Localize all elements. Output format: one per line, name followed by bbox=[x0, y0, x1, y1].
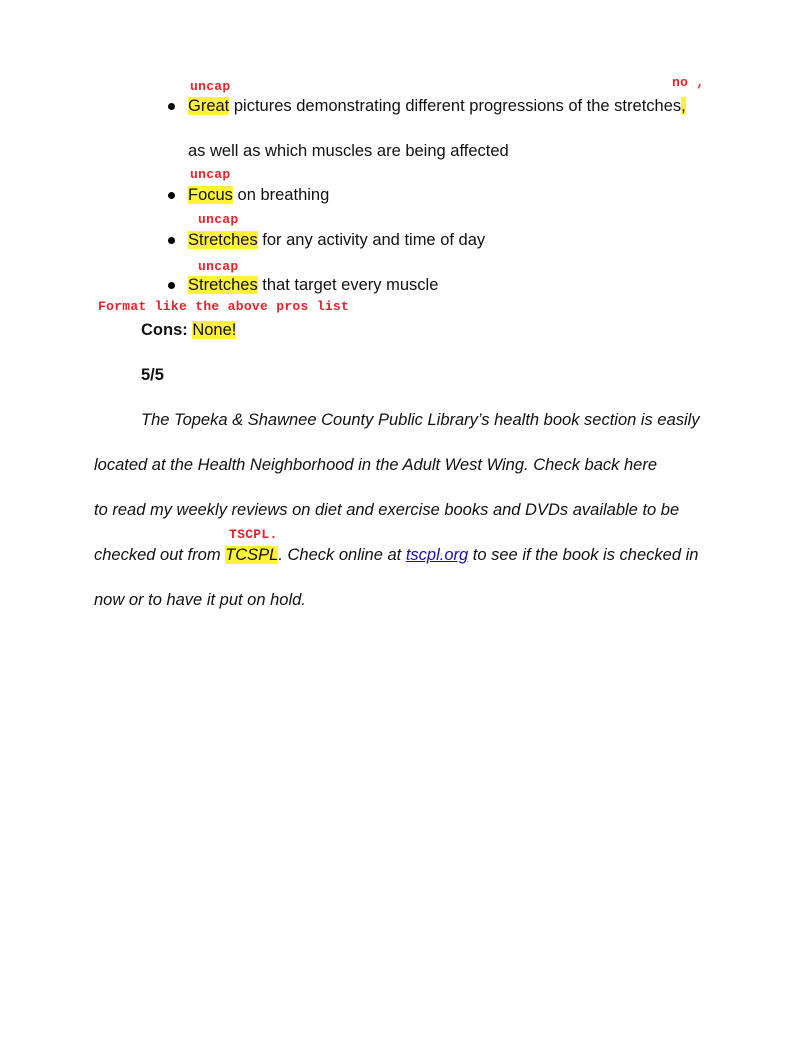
annotation-format-note: Format like the above pros list bbox=[98, 299, 350, 314]
annotation-tscpl: TSCPL. bbox=[229, 527, 278, 542]
bullet-icon bbox=[168, 192, 175, 199]
pros-item-3 bbox=[188, 230, 485, 250]
annotation-uncap-4: uncap bbox=[198, 259, 239, 274]
paragraph-line-4-mid: . Check online at bbox=[278, 546, 406, 564]
annotation-uncap-1: uncap bbox=[190, 79, 231, 94]
paragraph-line-2: located at the Health Neighborhood in the Adult West Wing. Check back here bbox=[94, 456, 658, 474]
paragraph-line-4 bbox=[94, 545, 698, 565]
bullet-icon bbox=[168, 103, 175, 110]
pros-item-4-text: that target every muscle bbox=[257, 276, 439, 294]
tscpl-link[interactable]: tscpl.org bbox=[405, 546, 469, 564]
bullet-icon bbox=[168, 282, 175, 289]
pros-item-4-highlight: Stretches bbox=[188, 276, 258, 294]
paragraph-line-4-post: to see if the book is checked in bbox=[468, 546, 699, 564]
annotation-no-comma: no , bbox=[672, 75, 705, 90]
pros-item-1-highlight: Great bbox=[188, 97, 230, 115]
pros-item-2 bbox=[188, 185, 329, 205]
paragraph-line-5: now or to have it put on hold. bbox=[94, 591, 306, 609]
paragraph-line-4-pre: checked out from bbox=[94, 546, 226, 564]
cons-line bbox=[141, 320, 236, 340]
pros-item-3-text: for any activity and time of day bbox=[257, 231, 486, 249]
annotation-uncap-3: uncap bbox=[198, 212, 239, 227]
pros-item-1-text: pictures demonstrating different progressions of the stretches bbox=[229, 97, 682, 115]
pros-item-2-text: on breathing bbox=[232, 186, 330, 204]
paragraph-line-1: The Topeka & Shawnee County Public Library’s health book section is easily bbox=[141, 411, 700, 429]
paragraph-line-3: to read my weekly reviews on diet and exercise books and DVDs available to be bbox=[94, 501, 680, 519]
pros-item-1-comma: , bbox=[681, 97, 686, 115]
pros-item-1 bbox=[188, 96, 686, 116]
pros-item-2-highlight: Focus bbox=[188, 186, 233, 204]
pros-item-4 bbox=[188, 275, 438, 295]
rating: 5/5 bbox=[141, 366, 164, 384]
bullet-icon bbox=[168, 237, 175, 244]
cons-value: None! bbox=[192, 321, 237, 339]
pros-item-3-highlight: Stretches bbox=[188, 231, 258, 249]
annotation-uncap-2: uncap bbox=[190, 167, 231, 182]
paragraph-line-4-highlight: TCSPL bbox=[225, 546, 279, 564]
cons-label: Cons: bbox=[141, 321, 188, 339]
pros-item-1-continuation: as well as which muscles are being affected bbox=[188, 142, 509, 160]
